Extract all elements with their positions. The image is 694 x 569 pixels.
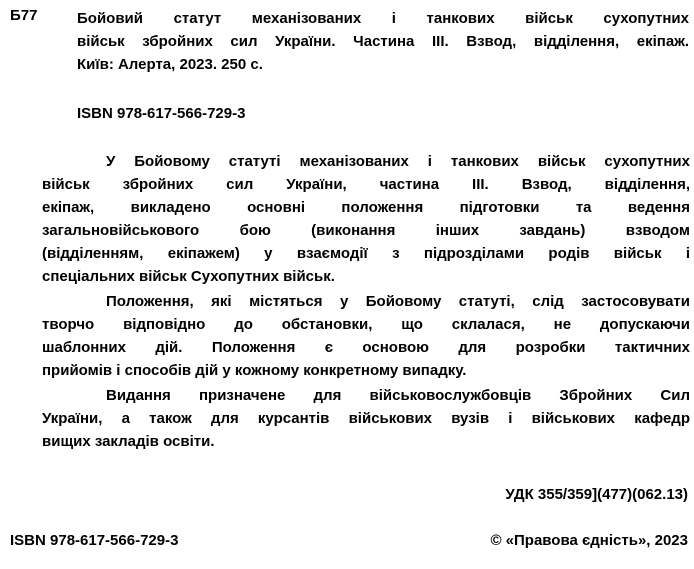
abstract-line: екіпаж, викладено основні положення підготовки та ведення [42,199,690,216]
abstract-line: Видання призначене для військовослужбовців Збройних Сил [106,387,690,404]
abstract-paragraph-1 [42,150,690,288]
abstract-paragraph-2 [42,290,690,382]
abstract-line: творчо відповідно до обстановки, що склалася, не допускаючи [42,316,690,333]
abstract-line: (відділенням, екіпажем) у взаємодії з підрозділами родів військ і [42,245,690,262]
bibliographic-description [77,7,689,76]
abstract-line: вищих закладів освіти. [42,433,215,450]
bibliography-line: Київ: Алерта, 2023. 250 с. [77,56,263,73]
isbn-bottom: ISBN 978-617-566-729-3 [10,532,179,549]
udk-code: УДК 355/359](477)(062.13) [505,486,688,503]
abstract-line: загальновійськового бою (виконання інших завдань) взводом [42,222,690,239]
abstract-line: Положення, які містяться у Бойовому статуті, слід застосовувати [106,293,690,310]
bibliography-line: військ збройних сил України. Частина ІІІ. Взвод, відділення, екіпаж. [77,33,689,50]
bibliography-line: Бойовий статут механізованих і танкових військ сухопутних [77,10,689,27]
abstract-line: прийомів і способів дій у кожному конкретному випадку. [42,362,467,379]
abstract-line: шаблонних дій. Положення є основою для розробки тактичних [42,339,690,356]
catalog-code: Б77 [10,7,38,24]
abstract [42,150,690,455]
abstract-line: України, а також для курсантів військових вузів і військових кафедр [42,410,690,427]
abstract-line: У Бойовому статуті механізованих і танкових військ сухопутних [106,153,690,170]
abstract-line: спеціальних військ Сухопутних військ. [42,268,335,285]
abstract-line: військ збройних сил України, частина ІІІ. Взвод, відділення, [42,176,690,193]
abstract-paragraph-3 [42,384,690,453]
copyright: © «Правова єдність», 2023 [490,532,688,549]
isbn-top: ISBN 978-617-566-729-3 [77,105,246,122]
